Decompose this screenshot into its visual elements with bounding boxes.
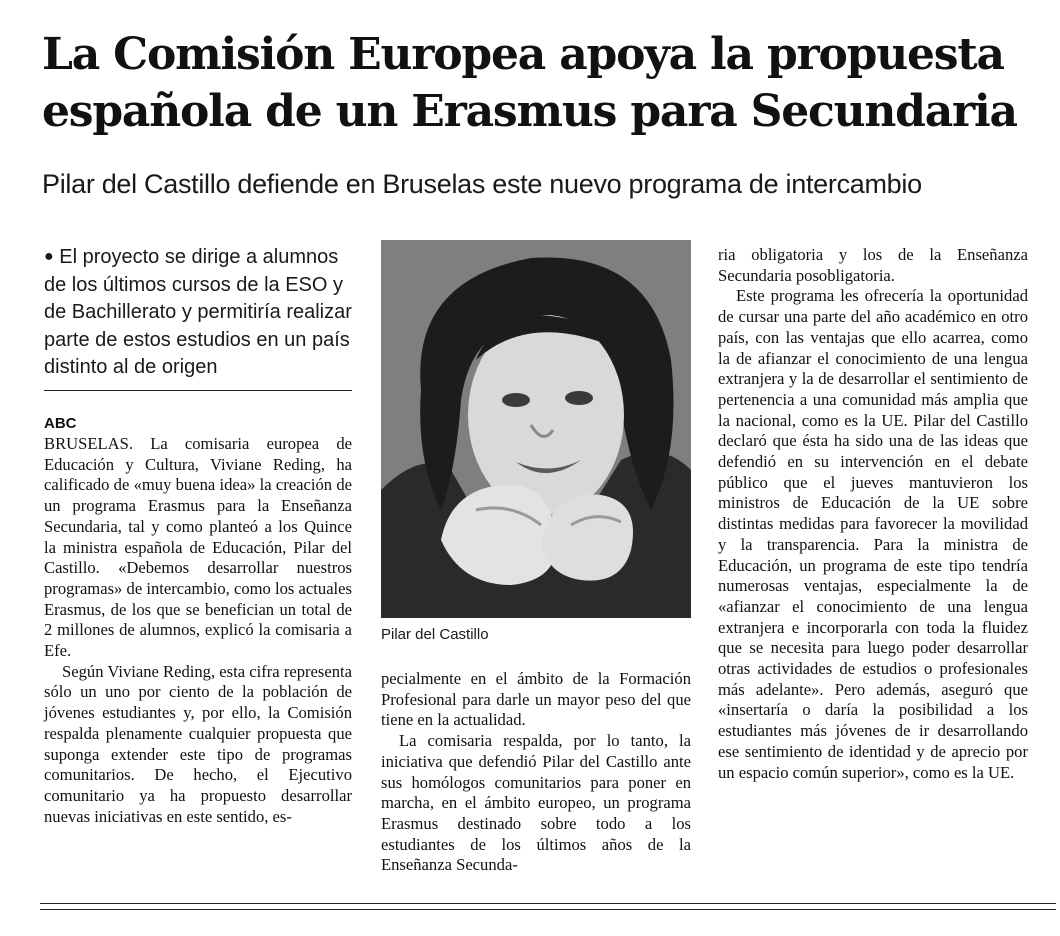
column-3-paragraph-1: ria obligatoria y los de la Enseñanza Secundaria posobligatoria. [718, 245, 1028, 285]
lead-summary [44, 243, 354, 382]
headline: La Comisión Europea apoya la propuesta española de un Erasmus para Secundaria [42, 29, 1017, 137]
bottom-rule-1 [40, 903, 1056, 904]
column-2-paragraph-2: La comisaria respalda, por lo tanto, la iniciativa que defendió Pilar del Castillo ante sus homólogos comunitarios para poner en marcha, en el ámbito europeo, un programa Erasmus destinado sobre todo a los estudiantes de los últimos años de la Enseñanza Secunda- [381, 731, 691, 875]
bottom-rule-2 [40, 909, 1056, 910]
article-column-1 [44, 434, 352, 827]
column-2-paragraph-1: pecialmente en el ámbito de la Formación Profesional para darle un mayor peso del que tiene en la actualidad. [381, 669, 691, 730]
column-1-paragraph-1: BRUSELAS. La comisaria europea de Educación y Cultura, Viviane Reding, ha calificado de «muy buena idea» la creación de un programa Erasmus para la Enseñanza Secundaria, tal y como planteó a los Quince la ministra española de Educación, Pilar del Castillo. «Debemos desarrollar nuestros programas» de intercambio, como los actuales Erasmus, de los que se benefician un total de 2 millones de alumnos, explicó la comisaria a Efe. [44, 434, 352, 661]
article-column-2 [381, 669, 691, 876]
byline: ABC [44, 415, 77, 432]
portrait-illustration [381, 240, 691, 618]
lead-divider [44, 390, 352, 391]
portrait-photo [381, 240, 691, 618]
subheadline: Pilar del Castillo defiende en Bruselas este nuevo programa de intercambio [42, 169, 922, 199]
photo-caption: Pilar del Castillo [381, 626, 489, 643]
article-column-3 [718, 245, 1028, 783]
bullet-icon: ● [44, 248, 54, 265]
column-3-paragraph-2: Este programa les ofrecería la oportunidad de cursar una parte del año académico en otro país, con las ventajas que ello acarrea, como la de afianzar el conocimiento de una lengua extranjera y la de desarrollar el sentimiento de pertenencia a una comunidad más amplia que la nacional, como es la UE. Pilar del Castillo declaró que ésta ha sido una de las ideas que defendió en su intervención en el debate público que el jueves mantuvieron los ministros de Educación de la UE sobre distintas medidas para favorecer la movilidad y la transparencia. Para la ministra de Educación, un programa de este tipo tendría numerosas ventajas, especialmente la de «afianzar el conocimiento de una lengua extranjera e incorporarla con toda la fluidez que se necesita para luego poder desarrollar otras actividades de estudios o profesionales más adelante». Pero además, aseguró que «insertaría o daría la posibilidad a los estudiantes más jóvenes de ir desarrollando ese sentimiento de identidad y de aprecio por un espacio común superior», como es la UE. [718, 286, 1028, 782]
lead-text: El proyecto se dirige a alumnos de los últimos cursos de la ESO y de Bachillerato y permitiría realizar parte de estos estudios en un país distinto al de origen [44, 246, 352, 378]
column-1-paragraph-2: Según Viviane Reding, esta cifra representa sólo un uno por ciento de la población de jóvenes estudiantes y, por ello, la Comisión respalda plenamente cualquier propuesta que suponga extender este tipo de programas comunitarios. De hecho, el Ejecutivo comunitario ya ha propuesto desarrollar nuevas iniciativas en este sentido, es- [44, 661, 352, 826]
